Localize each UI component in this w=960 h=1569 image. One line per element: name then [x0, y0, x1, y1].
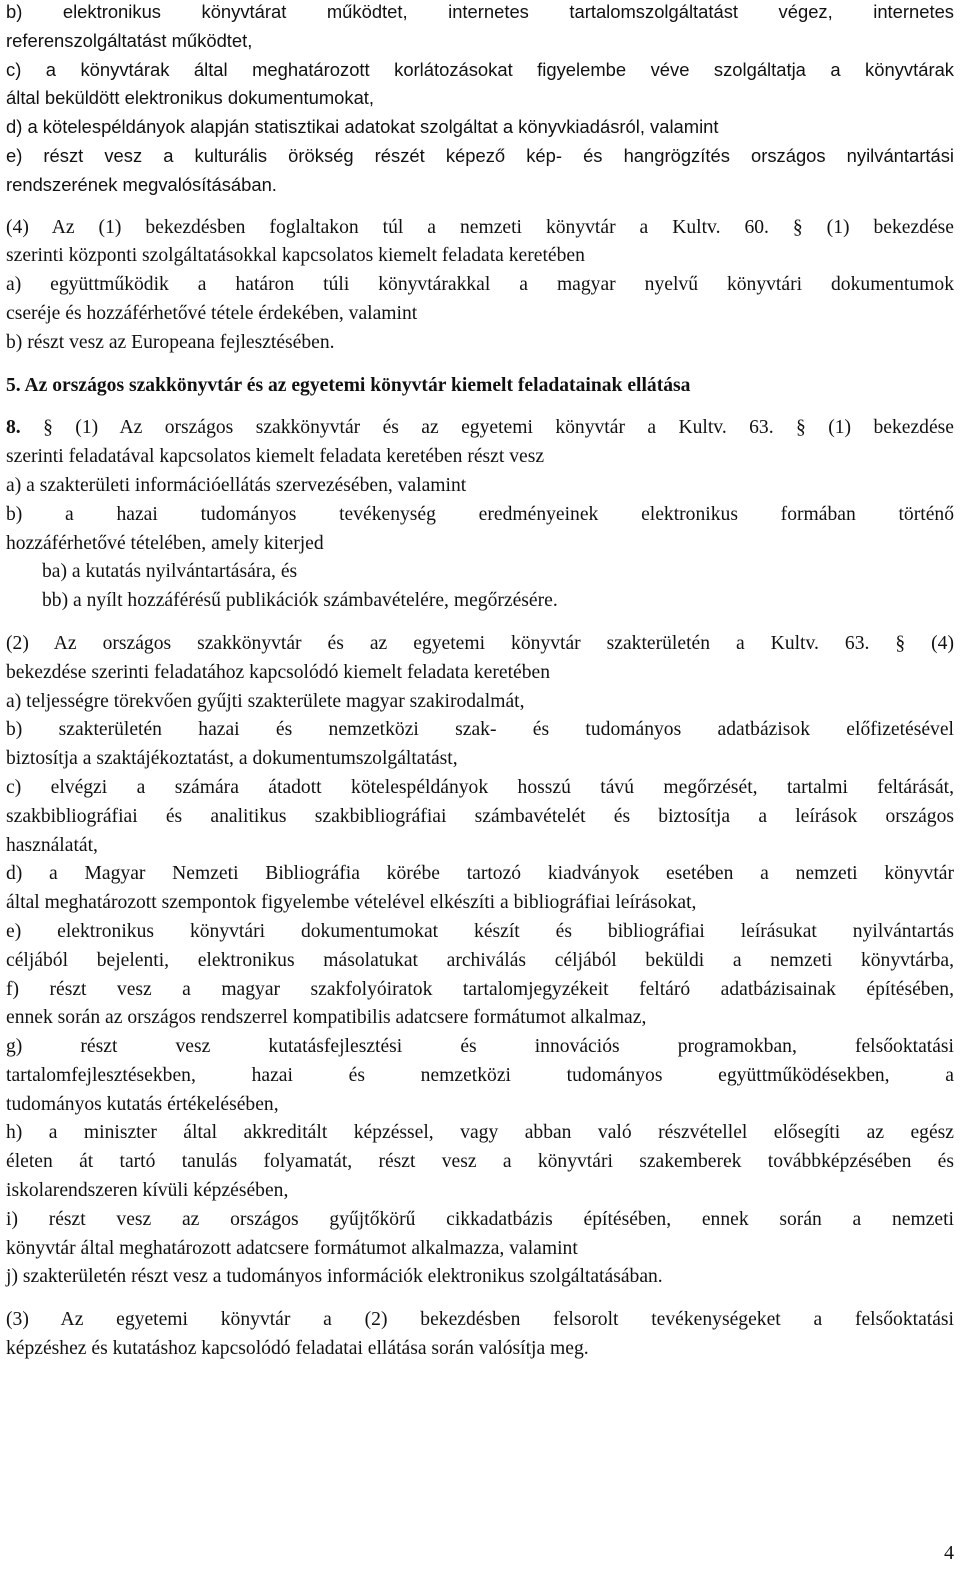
list-item-c-line-2: által beküldött elektronikus dokumentumokat, — [6, 87, 375, 109]
paragraph-8-1 — [6, 414, 954, 616]
paragraph-line: iskolarendszeren kívüli képzésében, — [6, 1180, 289, 1202]
paragraph-line: könyvtár által meghatározott adatcsere formátumot alkalmazza, valamint — [6, 1237, 578, 1259]
paragraph-8-3 — [6, 1306, 954, 1364]
paragraph-line: szakbibliográfiai és analitikus szakbibliográfiai számbavételét és biztosítja a leírások országos — [6, 805, 954, 827]
paragraph-line: ennek során az országos rendszerrel kompatibilis adatcsere formátumot alkalmaz, — [6, 1007, 647, 1029]
paragraph-4 — [6, 214, 954, 358]
section-number: 8. — [6, 417, 21, 439]
list-item-e-line-1: e) részt vesz a kulturális örökség részét képező kép- és hangrögzítés országos nyilvántartási — [6, 144, 954, 166]
paragraph-line: b) részt vesz az Europeana fejlesztésében. — [6, 331, 335, 353]
paragraph-line: j) szakterületén részt vesz a tudományos információk elektronikus szolgáltatásában. — [6, 1266, 663, 1288]
spacer — [6, 358, 954, 372]
paragraph-line: b) szakterületén hazai és nemzetközi szak- és tudományos adatbázisok előfizetésével — [6, 719, 954, 741]
paragraph-line: bekezdése szerinti feladatához kapcsolódó kiemelt feladata keretében — [6, 661, 550, 683]
section-heading: 5. Az országos szakkönyvtár és az egyetemi könyvtár kiemelt feladatainak ellátása — [6, 374, 691, 396]
paragraph-line: f) részt vesz a magyar szakfolyóiratok tartalomjegyzékeit feltáró adatbázisainak építésében, — [6, 978, 954, 1000]
paragraph-line: szerinti központi szolgáltatásokkal kapcsolatos kiemelt feladata keretében — [6, 245, 585, 267]
paragraph-line: cseréje és hozzáférhetővé tétele érdekében, valamint — [6, 302, 418, 324]
list-continuation-block — [6, 0, 954, 200]
paragraph-line: a) a szakterületi információellátás szervezésében, valamint — [6, 474, 467, 496]
paragraph-line: (2) Az országos szakkönyvtár és az egyetemi könyvtár szakterületén a Kultv. 63. § (4) — [6, 632, 954, 654]
paragraph-line: (4) Az (1) bekezdésben foglaltakon túl a nemzeti könyvtár a Kultv. 60. § (1) bekezdése — [6, 216, 954, 238]
spacer — [6, 200, 954, 214]
paragraph-line: tartalomfejlesztésekben, hazai és nemzetközi tudományos együttműködésekben, a — [6, 1064, 954, 1086]
paragraph-line: képzéshez és kutatáshoz kapcsolódó feladatai ellátása során valósítja meg. — [6, 1338, 589, 1360]
paragraph-line: által meghatározott szempontok figyelembe vételével elkészíti a bibliográfiai leírásokat, — [6, 892, 697, 914]
list-item-b-line-2: referenszolgáltatást működtet, — [6, 29, 253, 51]
paragraph-line: hozzáférhetővé tételében, amely kiterjed — [6, 532, 324, 554]
list-item-d-line-1: d) a kötelespéldányok alapján statisztikai adatokat szolgáltat a könyvkiadásról, valamint — [6, 116, 719, 138]
paragraph-line: g) részt vesz kutatásfejlesztési és innovációs programokban, felsőoktatási — [6, 1036, 954, 1058]
paragraph-line — [6, 414, 954, 443]
paragraph-8-2 — [6, 630, 954, 1292]
paragraph-line: c) elvégzi a számára átadott kötelespéldányok hosszú távú megőrzését, tartalmi feltárását, — [6, 776, 954, 798]
paragraph-line: szerinti feladatával kapcsolatos kiemelt feladata keretében részt vesz — [6, 446, 545, 468]
list-item-b-line-1: b) elektronikus könyvtárat működtet, internetes tartalomszolgáltatást végez, internetes — [6, 1, 954, 22]
spacer — [6, 400, 954, 414]
document-body — [6, 0, 954, 1364]
paragraph-line: i) részt vesz az országos gyűjtőkörű cikkadatbázis építésében, ennek során a nemzeti — [6, 1208, 954, 1230]
page-number: 4 — [944, 1542, 954, 1564]
spacer — [6, 1292, 954, 1306]
paragraph-line: életen át tartó tanulás folyamatát, részt vesz a könyvtári szakemberek továbbképzésében és — [6, 1151, 954, 1173]
paragraph-line: (3) Az egyetemi könyvtár a (2) bekezdésben felsorolt tevékenységeket a felsőoktatási — [6, 1309, 954, 1331]
spacer — [6, 616, 954, 630]
paragraph-line: tudományos kutatás értékelésében, — [6, 1093, 279, 1115]
paragraph-line-text: § (1) Az országos szakkönyvtár és az egyetemi könyvtár a Kultv. 63. § (1) bekezdése — [20, 417, 954, 439]
paragraph-line: d) a Magyar Nemzeti Bibliográfia körébe tartozó kiadványok esetében a nemzeti könyvtár — [6, 863, 954, 885]
sub-item-bb: bb) a nyílt hozzáférésű publikációk számbavételére, megőrzésére. — [42, 590, 558, 612]
sub-item-ba: ba) a kutatás nyilvántartására, és — [42, 561, 298, 583]
list-item-c-line-1: c) a könyvtárak által meghatározott korlátozásokat figyelembe véve szolgáltatja a könyvtárak — [6, 58, 954, 80]
paragraph-line: használatát, — [6, 834, 98, 856]
paragraph-line: a) teljességre törekvően gyűjti szakterülete magyar szakirodalmát, — [6, 690, 525, 712]
paragraph-line: a) együttműködik a határon túli könyvtárakkal a magyar nyelvű könyvtári dokumentumok — [6, 274, 954, 296]
paragraph-line: h) a miniszter által akkreditált képzéssel, vagy abban való részvétellel elősegíti az egész — [6, 1122, 954, 1144]
paragraph-line: céljából bejelenti, elektronikus másolatukat archiválás céljából beküldi a nemzeti könyvtárba, — [6, 949, 954, 971]
paragraph-line: biztosítja a szaktájékoztatást, a dokumentumszolgáltatást, — [6, 748, 458, 770]
list-item-e-line-2: rendszerének megvalósításában. — [6, 173, 277, 195]
paragraph-line: e) elektronikus könyvtári dokumentumokat készít és bibliográfiai leírásukat nyilvántartás — [6, 920, 954, 942]
paragraph-line: b) a hazai tudományos tevékenység eredményeinek elektronikus formában történő — [6, 503, 954, 525]
